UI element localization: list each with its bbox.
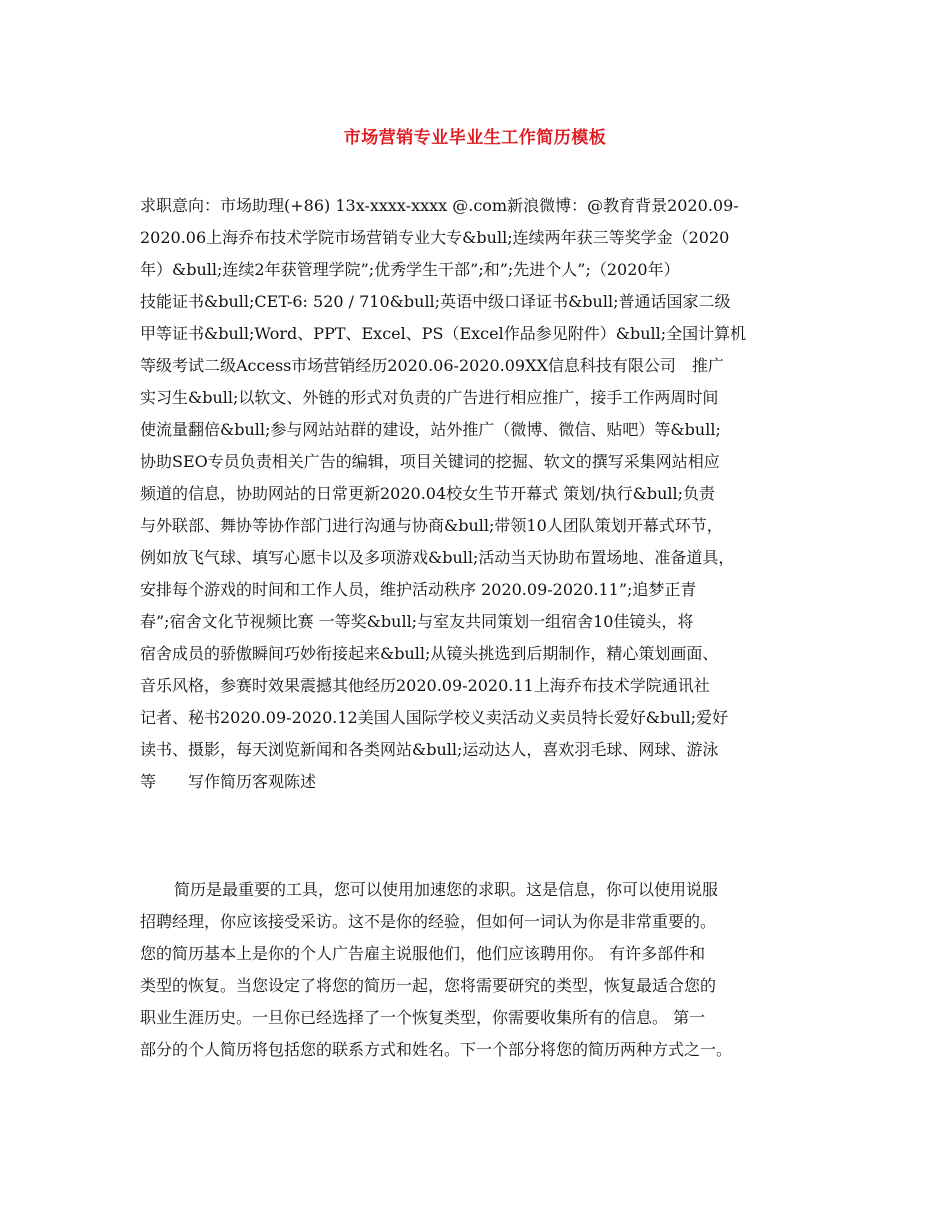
text-line: 等级考试二级Access市场营销经历2020.06-2020.09XX信息科技有限公司 推广 <box>140 356 724 375</box>
text-line: 技能证书&bull;CET-6: 520 / 710&bull;英语中级口译证书&bull;普通话国家二级 <box>140 292 731 311</box>
text-line: 简历是最重要的工具，您可以使用加速您的求职。这是信息，你可以使用说服 <box>174 880 719 899</box>
text-line: 记者、秘书2020.09-2020.12美国人国际学校义卖活动义卖员特长爱好&bull;爱好 <box>140 708 729 727</box>
text-line: 读书、摄影，每天浏览新闻和各类网站&bull;运动达人，喜欢羽毛球、网球、游泳 <box>140 740 719 759</box>
text-line: 您的简历基本上是你的个人广告雇主说服他们，他们应该聘用你。 有许多部件和 <box>140 944 706 963</box>
text-line: 2020.06上海乔布技术学院市场营销专业大专&bull;连续两年获三等奖学金（2020 <box>140 228 730 247</box>
text-line: 使流量翻倍&bull;参与网站站群的建设，站外推广（微博、微信、贴吧）等&bull; <box>140 420 721 439</box>
text-line: 年）&bull;连续2年获管理学院”;优秀学生干部”;和”;先进个人”;（2020年） <box>140 260 680 279</box>
text-line: 职业生涯历史。一旦你已经选择了一个恢复类型，你需要收集所有的信息。 第一 <box>140 1008 706 1027</box>
text-line: 实习生&bull;以软文、外链的形式对负责的广告进行相应推广，接手工作两周时间 <box>140 388 719 407</box>
text-line: 例如放飞气球、填写心愿卡以及多项游戏&bull;活动当天协助布置场地、准备道具， <box>140 548 735 567</box>
text-line: 安排每个游戏的时间和工作人员，维护活动秩序 2020.09-2020.11”;追梦正青 <box>140 580 697 599</box>
text-line: 招聘经理，你应该接受采访。这不是你的经验，但如何一词认为你是非常重要的。 <box>140 912 717 931</box>
resume-content <box>140 190 812 798</box>
text-line: 等 写作简历客观陈述 <box>140 772 317 791</box>
text-line: 类型的恢复。当您设定了将您的简历一起，您将需要研究的类型，恢复最适合您的 <box>140 976 717 995</box>
text-line: 与外联部、舞协等协作部门进行沟通与协商&bull;带领10人团队策划开幕式环节， <box>140 516 723 535</box>
text-line: 音乐风格，参赛时效果震撼其他经历2020.09-2020.11上海乔布技术学院通讯社 <box>140 676 710 695</box>
text-line: 甲等证书&bull;Word、PPT、Excel、PS（Excel作品参见附件）&bull;全国计算机 <box>140 324 747 343</box>
text-line: 宿舍成员的骄傲瞬间巧妙衔接起来&bull;从镜头挑选到后期制作，精心策划画面、 <box>140 644 719 663</box>
text-line: 部分的个人简历将包括您的联系方式和姓名。下一个部分将您的简历两种方式之一。 <box>140 1040 733 1059</box>
text-line: 频道的信息，协助网站的日常更新2020.04校女生节开幕式 策划/执行&bull;负责 <box>140 484 716 503</box>
text-line: 协助SEO专员负责相关广告的编辑，项目关键词的挖掘、软文的撰写采集网站相应 <box>140 452 720 471</box>
body-paragraph <box>140 874 812 1066</box>
text-line: 求职意向：市场助理(+86) 13x-xxxx-xxxx @.com新浪微博：@教育背景2020.09- <box>140 196 739 215</box>
text-line: 春”;宿舍文化节视频比赛 一等奖&bull;与室友共同策划一组宿舍10佳镜头，将 <box>140 612 694 631</box>
document-title: 市场营销专业毕业生工作简历模板 <box>343 128 607 148</box>
